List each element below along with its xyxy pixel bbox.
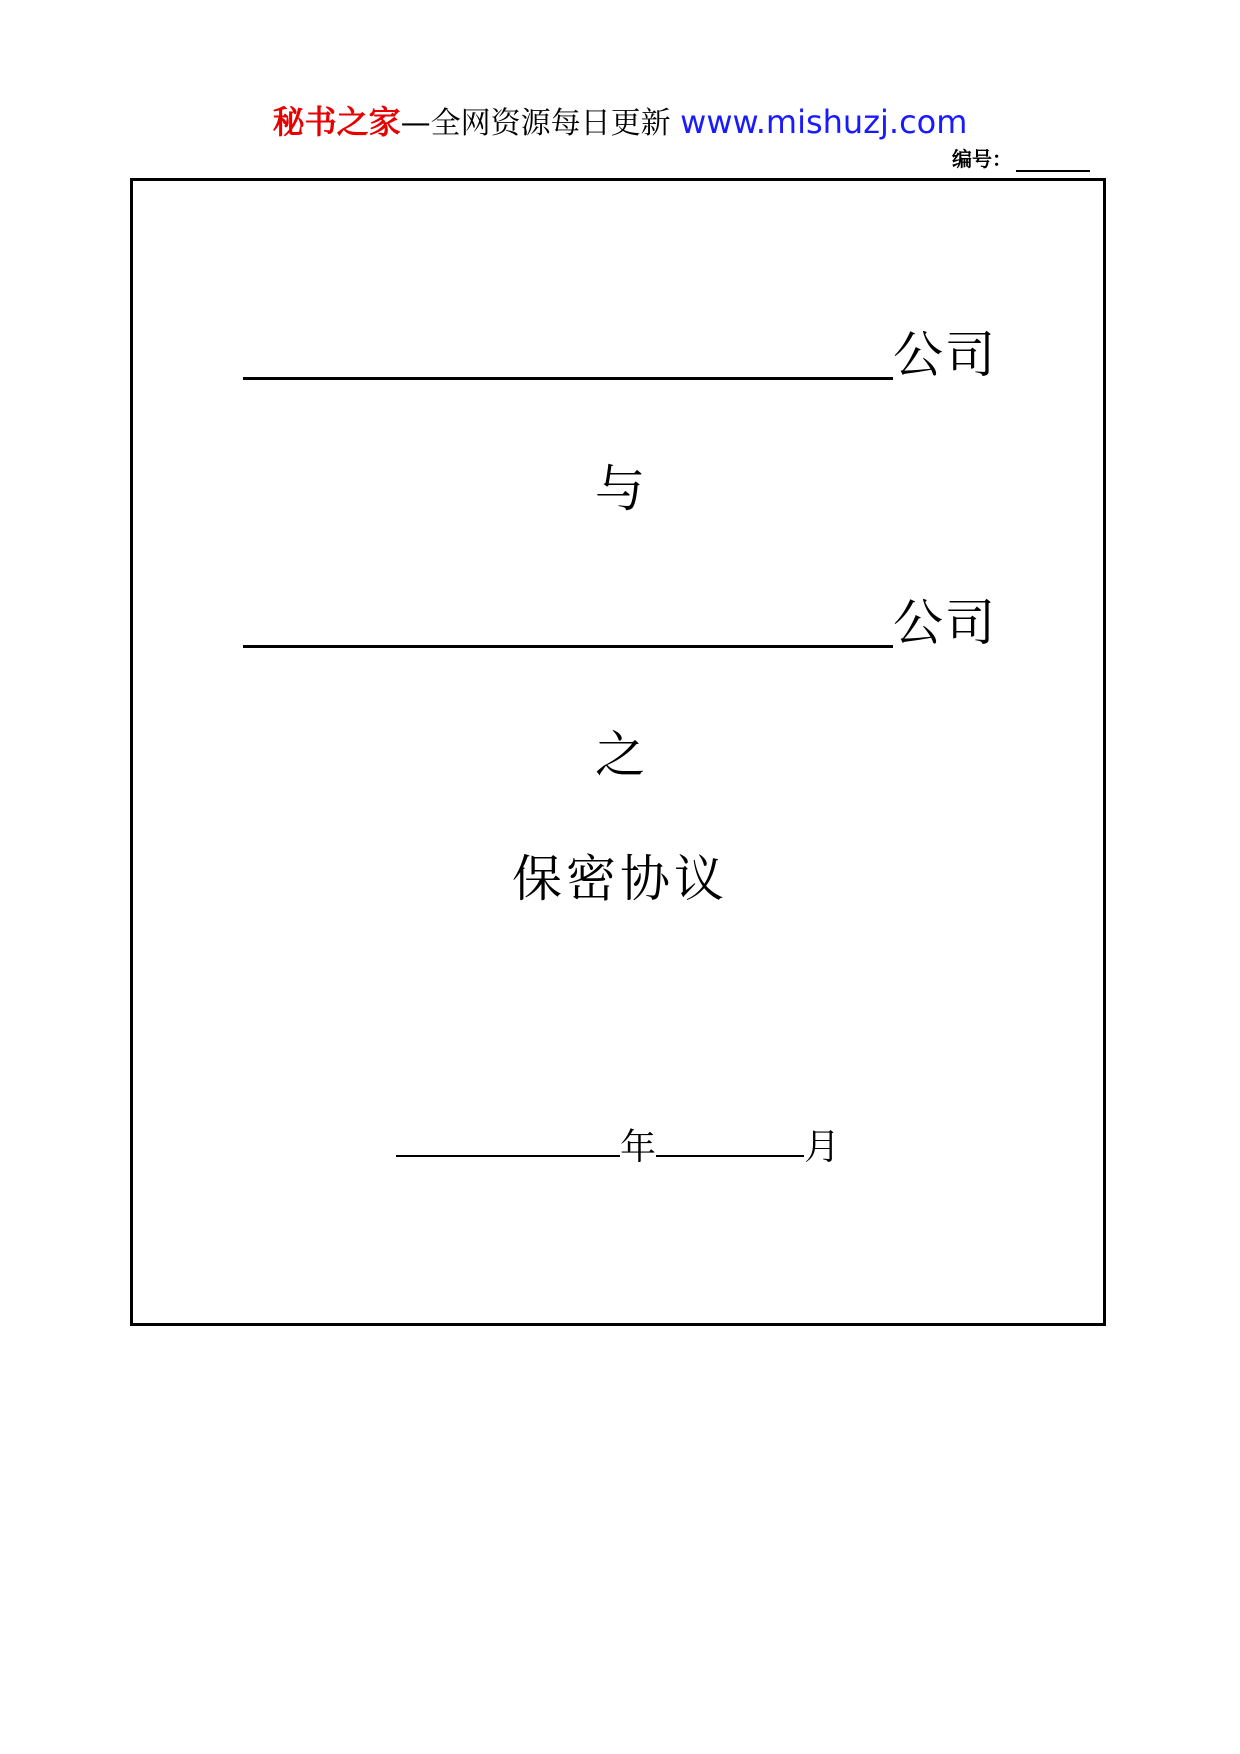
site-url-link[interactable]: www.mishuzj.com xyxy=(680,103,968,141)
conjunction-text: 与 xyxy=(595,460,645,518)
particle-text: 之 xyxy=(595,726,645,784)
party-a-line xyxy=(243,320,1003,386)
party-b-name-blank[interactable] xyxy=(243,645,893,648)
party-a-name-blank[interactable] xyxy=(243,377,893,380)
site-brand: 秘书之家 xyxy=(272,103,401,141)
document-number xyxy=(952,146,1090,172)
document-number-label: 编号： xyxy=(952,147,1012,171)
year-blank[interactable] xyxy=(396,1155,620,1157)
month-blank[interactable] xyxy=(656,1155,804,1157)
date-line xyxy=(396,1126,840,1170)
document-number-blank[interactable] xyxy=(1016,150,1090,172)
site-slogan: —全网资源每日更新 xyxy=(400,106,671,141)
party-b-suffix: 公司 xyxy=(893,594,997,652)
year-label: 年 xyxy=(620,1127,657,1168)
document-title: 保密协议 xyxy=(512,850,728,908)
month-label: 月 xyxy=(804,1127,841,1168)
party-a-suffix: 公司 xyxy=(893,326,997,384)
party-b-line xyxy=(243,588,1003,654)
site-header xyxy=(0,98,1240,148)
